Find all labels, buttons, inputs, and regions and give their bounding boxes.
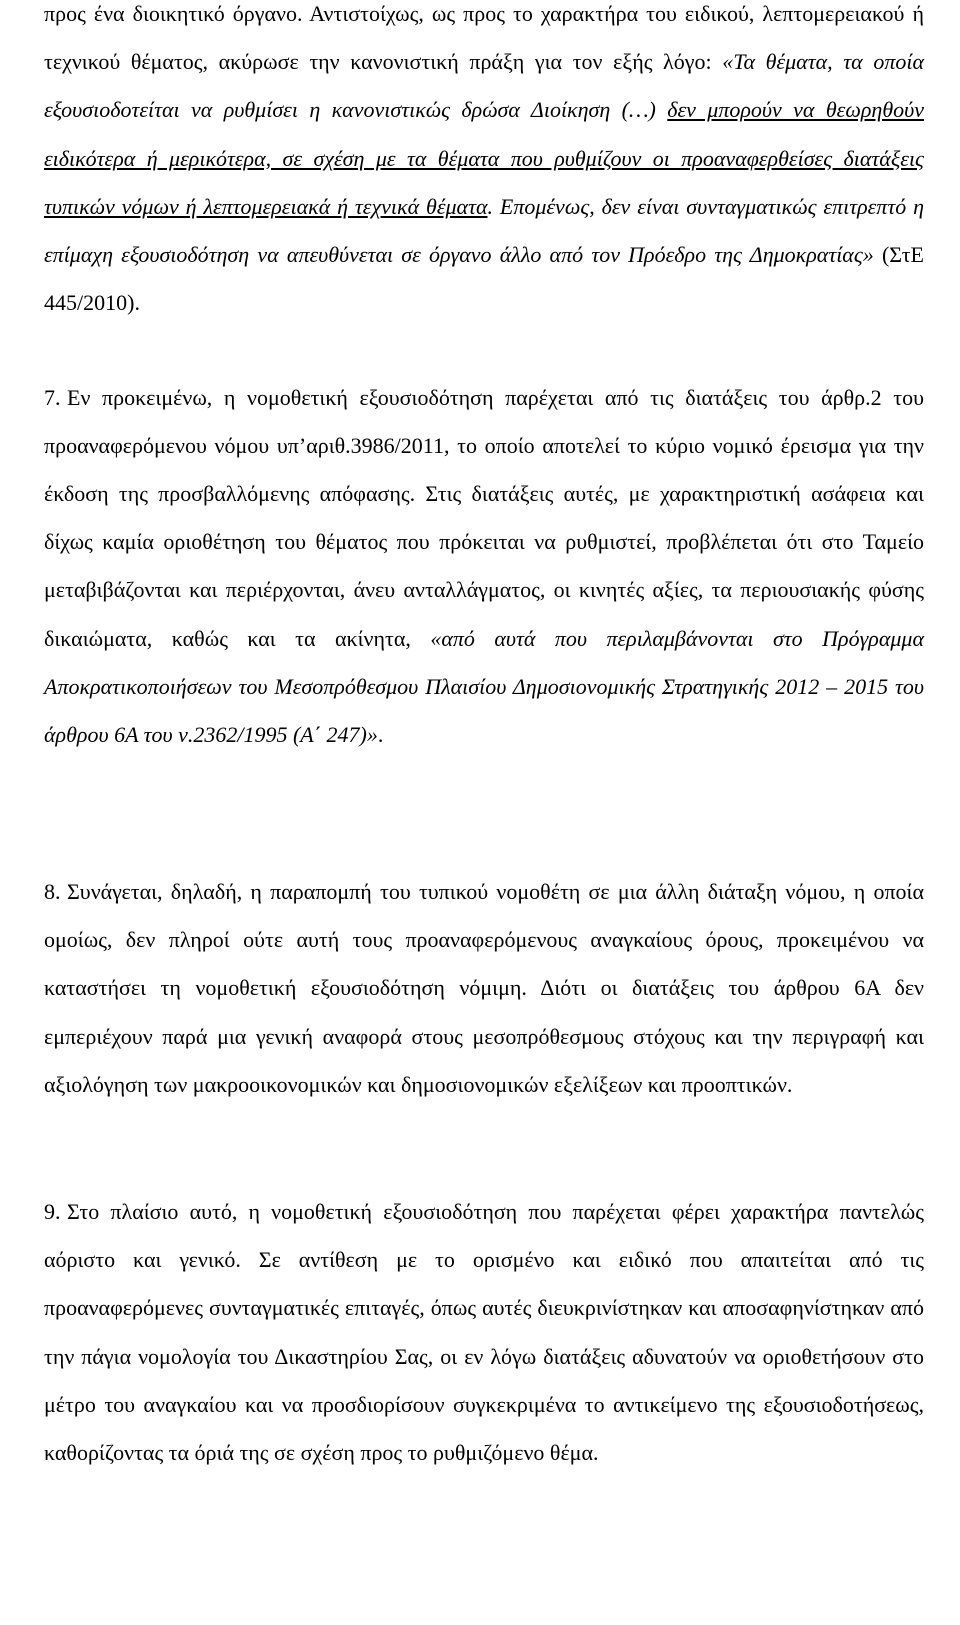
paragraph-text: Εν προκειμένω, η νομοθετική εξουσιοδότηση παρέχεται από τις διατάξεις του άρθρ.2 του προαναφερόμενου νόμου υπ’αριθ.3986/2011, το οποίο αποτελεί το κύριο νομικό έρεισμα για την έκδοση της προσβαλλόμενης απόφασης. Στις διατάξεις αυτές, με χαρακτηριστική ασάφεια και δίχως καμία οριοθέτηση του θέματος που πρόκειται να ρυθμιστεί, προβλέπεται ότι στο Ταμείο μεταβιβάζονται και περιέρχονται, άνευ ανταλλάγματος, οι κινητές αξίες, τα περιουσιακής φύσης δικαιώματα, καθώς και τα ακίνητα, <box>44 384 924 651</box>
quoted-text: «από αυτά που περιλαμβάνονται στο Πρόγραμμα Αποκρατικοποιήσεων του Μεσοπρόθεσμου Πλαισίου Δημοσιονομικής Στρατηγικής 2012 – 2015 του άρθρου 6Α του ν.2362/1995 (Α΄ 247)» <box>44 625 925 747</box>
paragraph-text: . <box>377 721 384 747</box>
citation-text: (ΣτΕ 445/2010). <box>44 242 924 316</box>
quoted-text: . Επομένως, δεν είναι συνταγματικώς επιτρεπτό η επίμαχη εξουσιοδότηση να απευθύνεται σε όργανο άλλο από τον Πρόεδρο της Δημοκρατίας» <box>44 193 924 268</box>
paragraph-text: προς ένα διοικητικό όργανο. Αντιστοίχως, ως προς το χαρακτήρα του ειδικού, λεπτομερειακού ή τεχνικού θέματος, ακύρωσε την κανονιστική πράξη για τον εξής λόγο: <box>44 1 924 75</box>
quoted-text: «Τα θέματα, τα οποία εξουσιοδοτείται να ρυθμίσει η κανονιστικώς δρώσα Διοίκηση (…) <box>44 49 924 123</box>
paragraph-text: Στο πλαίσιο αυτό, η νομοθετική εξουσιοδότηση που παρέχεται φέρει χαρακτήρα παντελώς αόριστο και γενικό. Σε αντίθεση με το ορισμένο και ειδικό που απαιτείται από τις προαναφερόμενες συνταγματικές επιταγές, όπως αυτές διευκρινίστηκαν και αποσαφηνίστηκαν από την πάγια νομολογία του Δικαστηρίου Σας, οι εν λόγω διατάξεις αδυνατούν να οριοθετήσουν στο μέτρο του αναγκαίου και να προσδιορίσουν συγκεκριμένα το αντικείμενο της εξουσιοδοτήσεως, καθορίζοντας τα όριά της σε σχέση προς το ρυθμιζόμενο θέμα. <box>44 1199 924 1466</box>
paragraph-text: Συνάγεται, δηλαδή, η παραπομπή του τυπικού νομοθέτη σε μια άλλη διάταξη νόμου, η οποία ομοίως, δεν πληροί ούτε αυτή τους προαναφερόμενους αναγκαίους όρους, προκειμένου να καταστήσει τη νομοθετική εξουσιοδότηση νόμιμη. Διότι οι διατάξεις του άρθρου 6Α δεν εμπεριέχουν παρά μια γενική αναφορά στους μεσοπρόθεσμους στόχους και την περιγραφή και αξιολόγηση των μακροοικονομικών και δημοσιονομικών εξελίξεων και προοπτικών. <box>44 879 924 1097</box>
paragraph-8 <box>44 868 924 1109</box>
paragraph-9 <box>44 1188 924 1477</box>
paragraph-7 <box>44 374 924 760</box>
paragraph-number: 8. <box>44 879 61 904</box>
paragraph-number: 9. <box>44 1199 61 1224</box>
paragraph-continuation <box>44 0 924 327</box>
paragraph-number: 7. <box>44 384 61 410</box>
underlined-quoted-text: δεν μπορούν να θεωρηθούν ειδικότερα ή μερικότερα, σε σχέση με τα θέματα που ρυθμίζουν οι προαναφερθείσες διατάξεις τυπικών νόμων ή λεπτομερειακά ή τεχνικά θέματα <box>44 97 924 219</box>
